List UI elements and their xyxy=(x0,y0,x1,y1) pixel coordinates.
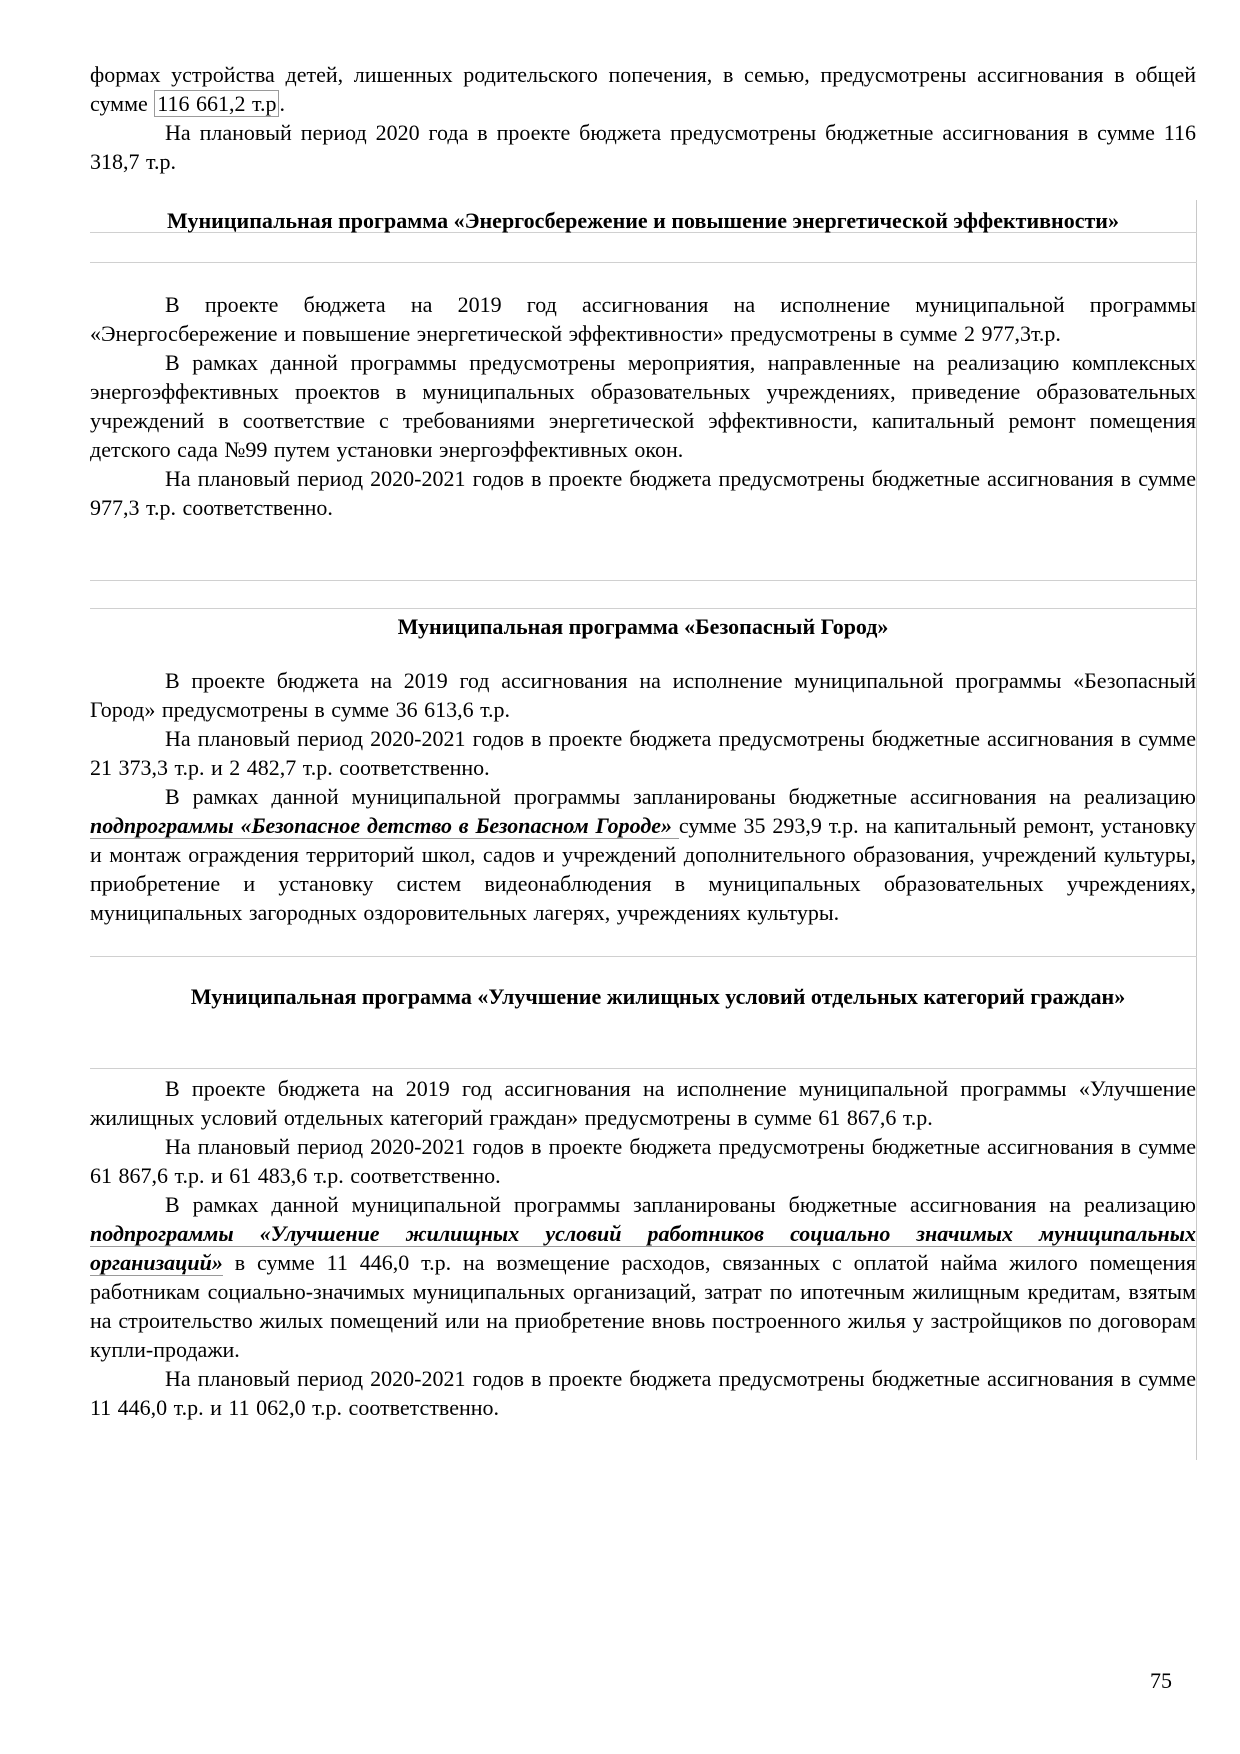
housing-subprogram: подпрограммы «Улучшение жилищных условий работников социально значимых муниципальных организаций» xyxy=(90,1221,1196,1275)
housing-heading-block xyxy=(90,982,1196,1011)
energy-paragraph-1: В проекте бюджета на 2019 год ассигнования на исполнение муниципальной программы «Энергосбережение и повышение энергетической эффективности» предусмотрены в сумме 2 977,3т.р. xyxy=(90,292,1196,346)
housing-p3-start: В рамках данной муниципальной программы запланированы бюджетные ассигнования на реализацию xyxy=(165,1192,1196,1217)
energy-heading-block xyxy=(90,206,1196,235)
housing-section xyxy=(90,1074,1196,1422)
intro-amount: 116 661,2 т.р xyxy=(154,90,279,117)
intro-section xyxy=(90,60,1196,176)
housing-paragraph-2: На плановый период 2020-2021 годов в проекте бюджета предусмотрены бюджетные ассигнования в сумме 61 867,6 т.р. и 61 483,6 т.р. соответственно. xyxy=(90,1134,1196,1188)
divider xyxy=(90,1068,1197,1069)
divider xyxy=(90,956,1197,957)
safecity-paragraph-2: На плановый период 2020-2021 годов в проекте бюджета предусмотрены бюджетные ассигнования в сумме 21 373,3 т.р. и 2 482,7 т.р. соответственно. xyxy=(90,726,1196,780)
safecity-p3-end: сумме 35 293,9 т.р. на капитальный ремонт, установку и монтаж ограждения территорий школ, садов и учреждений дополнительного образования, учреждений культуры, приобретение и установку систем видеонаблюдения в муниципальных образовательных учреждениях, муниципальных загородных оздоровительных лагерях, учреждениях культуры. xyxy=(90,813,1196,925)
energy-heading: Муниципальная программа «Энергосбережение и повышение энергетической эффективности» xyxy=(167,208,1119,233)
housing-heading: Муниципальная программа «Улучшение жилищных условий отдельных категорий граждан» xyxy=(190,984,1126,1009)
divider xyxy=(90,608,1197,609)
housing-paragraph-1: В проекте бюджета на 2019 год ассигнования на исполнение муниципальной программы «Улучшение жилищных условий отдельных категорий граждан» предусмотрены в сумме 61 867,6 т.р. xyxy=(90,1076,1196,1130)
intro-planned-paragraph: На плановый период 2020 года в проекте бюджета предусмотрены бюджетные ассигнования в сумме 116 318,7 т.р. xyxy=(90,120,1196,174)
housing-paragraph-3 xyxy=(90,1190,1196,1364)
energy-paragraph-3: На плановый период 2020-2021 годов в проекте бюджета предусмотрены бюджетные ассигнования в сумме 977,3 т.р. соответственно. xyxy=(90,466,1196,520)
safecity-heading: Муниципальная программа «Безопасный Город» xyxy=(397,614,889,639)
safecity-p3-start: В рамках данной муниципальной программы запланированы бюджетные ассигнования на реализацию xyxy=(165,784,1196,809)
safecity-paragraph-1: В проекте бюджета на 2019 год ассигнования на исполнение муниципальной программы «Безопасный Город» предусмотрены в сумме 36 613,6 т.р. xyxy=(90,668,1196,722)
safecity-section xyxy=(90,666,1196,927)
intro-period: . xyxy=(279,91,285,116)
energy-paragraph-2: В рамках данной программы предусмотрены мероприятия, направленные на реализацию комплексных энергоэффективных проектов в муниципальных образовательных учреждениях, приведение образовательных учреждений в соответствие с требованиями энергетической эффективности, капитальный ремонт помещения детского сада №99 путем установки энергоэффективных окон. xyxy=(90,350,1196,462)
safecity-heading-block xyxy=(90,612,1196,641)
right-margin-line xyxy=(1196,200,1197,1460)
housing-p3-end: в сумме 11 446,0 т.р. на возмещение расходов, связанных с оплатой найма жилого помещения работникам социально-значимых муниципальных организаций, затрат по ипотечным жилищным кредитам, взятым на строительство жилых помещений или на приобретение вновь построенного жилья у застройщиков по договорам купли-продажи. xyxy=(90,1250,1196,1362)
housing-paragraph-4: На плановый период 2020-2021 годов в проекте бюджета предусмотрены бюджетные ассигнования в сумме 11 446,0 т.р. и 11 062,0 т.р. соответственно. xyxy=(90,1366,1196,1420)
safecity-subprogram: подпрограммы «Безопасное детство в Безопасном Городе» xyxy=(90,813,679,838)
divider xyxy=(90,262,1197,263)
intro-text: формах устройства детей, лишенных родительского попечения, в семью, предусмотрены ассигнования в общей сумме xyxy=(90,62,1196,116)
intro-paragraph xyxy=(90,60,1196,118)
safecity-paragraph-3 xyxy=(90,782,1196,927)
page-number: 75 xyxy=(1150,1668,1172,1693)
divider xyxy=(90,580,1197,581)
energy-section xyxy=(90,290,1196,522)
